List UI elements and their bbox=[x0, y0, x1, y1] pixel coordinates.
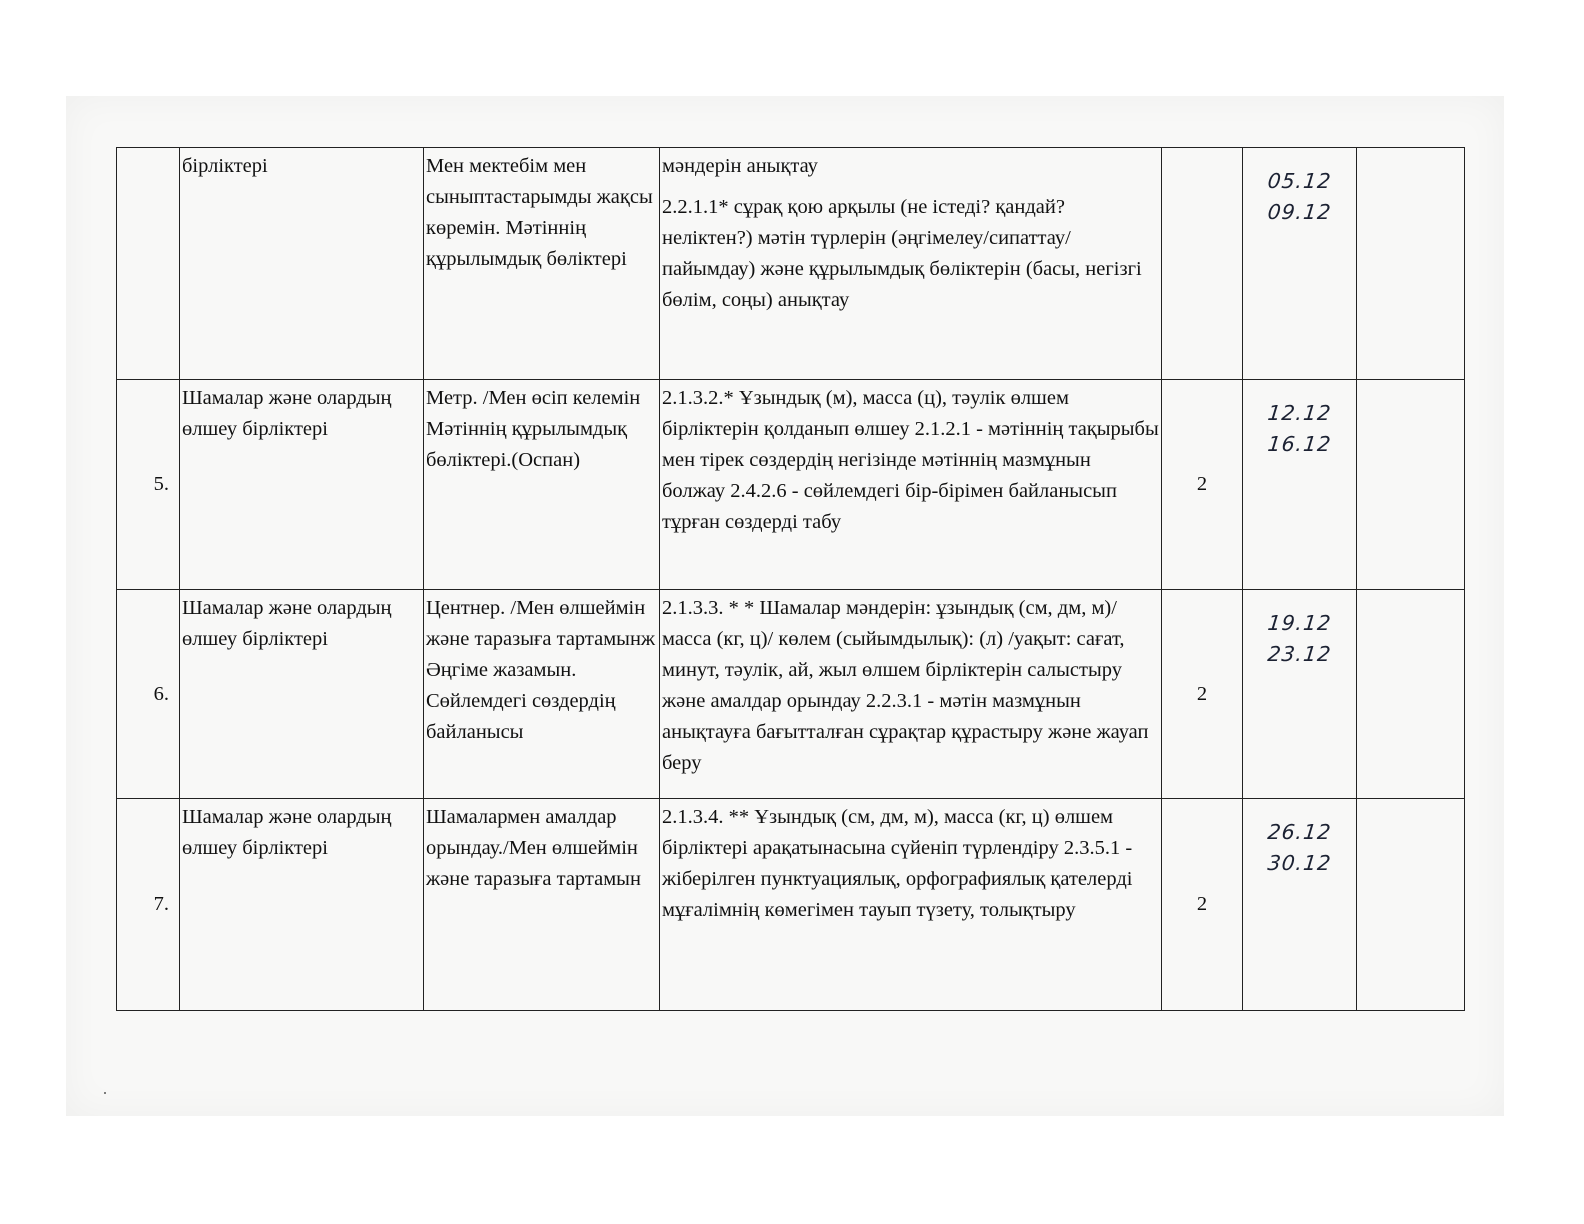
objectives-cell bbox=[660, 799, 1162, 1011]
notes-cell bbox=[1357, 590, 1465, 799]
notes-cell bbox=[1357, 380, 1465, 590]
hours-cell: 2 bbox=[1162, 380, 1243, 590]
row-number bbox=[117, 148, 180, 380]
handwritten-date: 16.12 bbox=[1266, 432, 1333, 456]
row-number: 5. bbox=[117, 380, 180, 590]
hours-cell: 2 bbox=[1162, 590, 1243, 799]
handwritten-date: 12.12 bbox=[1266, 401, 1333, 425]
topic-cell: Шамалар және олардың өлшеу бірліктері bbox=[180, 590, 424, 799]
handwritten-date: 23.12 bbox=[1266, 642, 1333, 666]
objectives-cell bbox=[660, 148, 1162, 380]
table-row bbox=[117, 590, 1465, 799]
table-row bbox=[117, 148, 1465, 380]
row-number: 6. bbox=[117, 590, 180, 799]
handwritten-date: 26.12 bbox=[1266, 820, 1333, 844]
dates-cell bbox=[1243, 148, 1357, 380]
dates-cell bbox=[1243, 799, 1357, 1011]
topic-cell: бірліктері bbox=[180, 148, 424, 380]
dates-cell bbox=[1243, 590, 1357, 799]
lesson-cell: Центнер. /Мен өлшеймін және таразыға тартамынж Әңгіме жазамын. Сөйлемдегі сөздердің байланысы bbox=[424, 590, 660, 799]
objective-text: 2.1.3.2.* Ұзындық (м), масса (ц), тәулік өлшем бірліктерін қолданып өлшеу 2.1.2.1 - мәтіннің тақырыбы мен тірек сөздердің негізінде мәтіннің мазмұнын болжау 2.4.2.6 - сөйлемдегі бір-бірімен байланысып тұрған сөздерді табу bbox=[662, 387, 1159, 533]
lesson-cell: Мен мектебім мен сыныптастарымды жақсы көремін. Мәтіннің құрылымдық бөліктері bbox=[424, 148, 660, 380]
lesson-cell: Метр. /Мен өсіп келемін Мәтіннің құрылымдық бөліктері.(Оспан) bbox=[424, 380, 660, 590]
table-row bbox=[117, 380, 1465, 590]
objectives-cell bbox=[660, 590, 1162, 799]
objective-text: 2.1.3.3. * * Шамалар мәндерін: ұзындық (см, дм, м)/ масса (кг, ц)/ көлем (сыйымдылық): (л) /уақыт: сағат, минут, тәулік, ай, жыл өлшем бірліктерін салыстыру және амалдар орындау 2.2.3.1 - мәтін мазмұнын анықтауға бағытталған сұрақтар құрастыру және жауап беру bbox=[662, 597, 1149, 774]
objective-text: мәндерін анықтау bbox=[662, 155, 818, 177]
topic-cell: Шамалар және олардың өлшеу бірліктері bbox=[180, 380, 424, 590]
hours-cell: 2 bbox=[1162, 799, 1243, 1011]
handwritten-date: 09.12 bbox=[1266, 200, 1333, 224]
notes-cell bbox=[1357, 799, 1465, 1011]
objectives-cell bbox=[660, 380, 1162, 590]
objective-text: 2.1.3.4. ** Ұзындық (см, дм, м), масса (кг, ц) өлшем бірліктері арақатынасына сүйеніп түрлендіру 2.3.5.1 - жіберілген пунктуациялық, орфографиялық қателерді мұғалімнің көмегімен тауып түзету, толықтыру bbox=[662, 806, 1133, 921]
handwritten-date: 30.12 bbox=[1266, 851, 1333, 875]
objective-text: 2.2.1.1* сұрақ қою арқылы (не істеді? қандай? неліктен?) мәтін түрлерін (әңгімелеу/сипаттау/пайымдау) және құрылымдық бөліктерін (басы, негізгі бөлім, соңы) анықтау bbox=[662, 196, 1142, 311]
lesson-cell: Шамалармен амалдар орындау./Мен өлшеймін және таразыға тартамын bbox=[424, 799, 660, 1011]
curriculum-table bbox=[116, 147, 1465, 1011]
table-row bbox=[117, 799, 1465, 1011]
row-number: 7. bbox=[117, 799, 180, 1011]
topic-cell: Шамалар және олардың өлшеу бірліктері bbox=[180, 799, 424, 1011]
handwritten-date: 05.12 bbox=[1266, 169, 1333, 193]
dates-cell bbox=[1243, 380, 1357, 590]
hours-cell bbox=[1162, 148, 1243, 380]
handwritten-date: 19.12 bbox=[1266, 611, 1333, 635]
notes-cell bbox=[1357, 148, 1465, 380]
scan-speck bbox=[104, 1092, 106, 1094]
